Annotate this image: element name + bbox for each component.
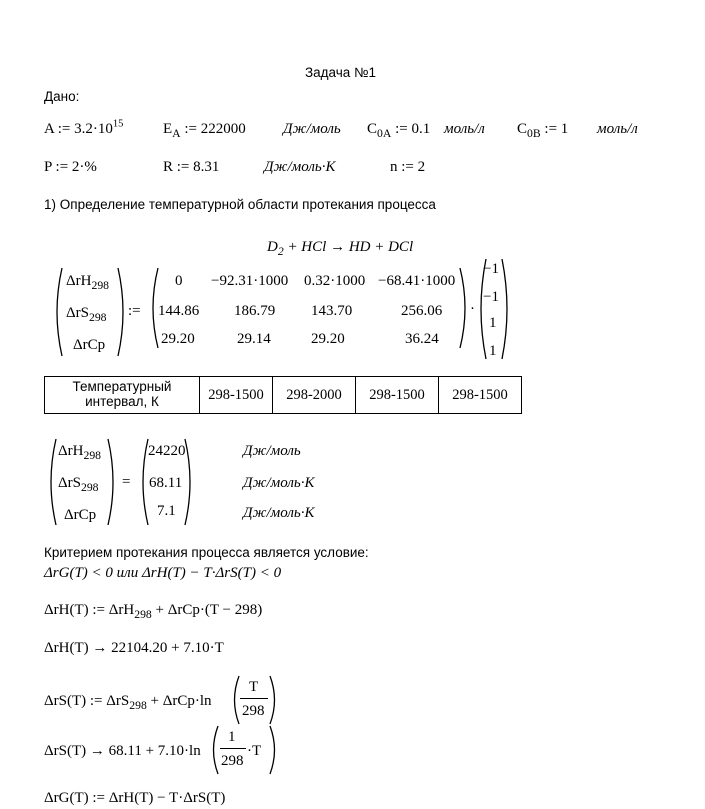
- dot-operator: ·: [470, 301, 475, 317]
- matrix-cell: −92.31·1000: [211, 273, 289, 289]
- fraction-bar: [240, 698, 268, 699]
- right-paren: [106, 437, 120, 527]
- result-unit: Дж/моль·К: [243, 505, 315, 521]
- fraction-denominator: 298: [221, 753, 244, 769]
- left-paren: [229, 674, 241, 726]
- given-A: A := $3.2\cdot 10^{15}$: [44, 118, 124, 137]
- fraction-bar: [220, 748, 246, 749]
- table-cell: 298-2000: [273, 377, 356, 414]
- given-C0A: $C_{0A}$ := 0.1: [367, 121, 431, 141]
- given-C0B: $C_{0B}$ := 1: [517, 121, 569, 141]
- fraction-denominator: 298: [242, 703, 265, 719]
- section-heading: 1) Определение температурной области протекания процесса: [44, 197, 436, 212]
- vector-cell: −1: [483, 289, 499, 305]
- vector-cell: −1: [483, 261, 499, 277]
- fraction-numerator: 1: [228, 729, 236, 745]
- table-cell: 298-1500: [439, 377, 522, 414]
- formula-dH-def: ΔrH(T) := ΔrH$_{298}$ + ΔrCp·(T − 298): [44, 602, 263, 622]
- lhs-dS: ΔrS$_{298}$: [58, 475, 99, 495]
- right-paren: [183, 437, 197, 527]
- matrix-cell: 143.70: [311, 303, 353, 319]
- given-EA-unit: Дж/моль: [283, 121, 341, 137]
- formula-part: ΔrS(T) → 68.11 + 7.10·ln: [44, 743, 201, 759]
- formula-part: ΔrS(T) := ΔrS$_{298}$ + ΔrCp·ln: [44, 693, 212, 713]
- table-cell: 298-1500: [356, 377, 439, 414]
- vector-right-paren: [500, 257, 514, 361]
- result-unit: Дж/моль·К: [243, 475, 315, 491]
- result-value: 68.11: [149, 475, 183, 491]
- matrix-cell: 36.24: [405, 331, 439, 347]
- criterion-text: Критерием протекания процесса является условие:: [44, 545, 369, 560]
- table-row: [45, 377, 522, 414]
- given-EA: $E_A$ := 222000: [163, 121, 246, 141]
- lhs-dCp: ΔrCp: [64, 507, 97, 523]
- matrix-cell: 29.20: [161, 331, 195, 347]
- assign-symbol: :=: [128, 303, 141, 319]
- matrix-cell: 144.86: [158, 303, 200, 319]
- header-line: Температурный: [72, 379, 172, 395]
- fraction-numerator: T: [249, 679, 259, 695]
- header-line: интервал, К: [85, 394, 159, 409]
- left-paren: [208, 724, 220, 776]
- formula-dH-result: ΔrH(T) → 22104.20 + 7.10·T: [44, 640, 224, 656]
- result-value: 7.1: [157, 503, 176, 519]
- formula-part: ·T: [247, 743, 262, 759]
- temperature-table: [44, 376, 522, 414]
- left-paren: [50, 266, 64, 358]
- lhs-dH: ΔrH$_{298}$: [66, 273, 110, 293]
- given-R-unit: Дж/моль·К: [264, 159, 336, 175]
- given-C0B-unit: моль/л: [597, 121, 638, 137]
- table-cell: 298-1500: [200, 377, 273, 414]
- given-label: Дано:: [44, 89, 80, 104]
- criterion-formula: ΔrG(T) < 0 или ΔrH(T) − T·ΔrS(T) < 0: [44, 565, 282, 581]
- lhs-dS: ΔrS$_{298}$: [66, 305, 107, 325]
- given-R: R := 8.31: [163, 159, 220, 175]
- given-P: P := 2·%: [44, 159, 97, 175]
- formula-dG-def: ΔrG(T) := ΔrH(T) − T·ΔrS(T): [44, 790, 226, 806]
- vector-cell: 1: [489, 315, 497, 331]
- matrix-cell: 186.79: [234, 303, 276, 319]
- reaction-equation: $D_2$ + HCl → HD + DCl: [267, 239, 414, 259]
- matrix-cell: 0.32·1000: [304, 273, 366, 289]
- vector-cell: 1: [489, 343, 497, 359]
- left-paren: [44, 437, 58, 527]
- given-n: n := 2: [390, 159, 426, 175]
- right-paren: [268, 674, 280, 726]
- task-title: Задача №1: [305, 65, 377, 80]
- lhs-dH: ΔrH$_{298}$: [58, 443, 102, 463]
- equals-symbol: =: [122, 474, 131, 490]
- matrix-cell: −68.41·1000: [378, 273, 456, 289]
- matrix-cell: 29.20: [311, 331, 345, 347]
- matrix-cell: 29.14: [237, 331, 271, 347]
- result-value: 24220: [148, 443, 186, 459]
- table-header-cell: [45, 377, 200, 414]
- given-C0A-unit: моль/л: [444, 121, 485, 137]
- lhs-dCp: ΔrCp: [73, 337, 106, 353]
- result-unit: Дж/моль: [243, 443, 301, 459]
- matrix-cell: 0: [175, 273, 183, 289]
- matrix-cell: 256.06: [401, 303, 443, 319]
- right-paren: [268, 724, 280, 776]
